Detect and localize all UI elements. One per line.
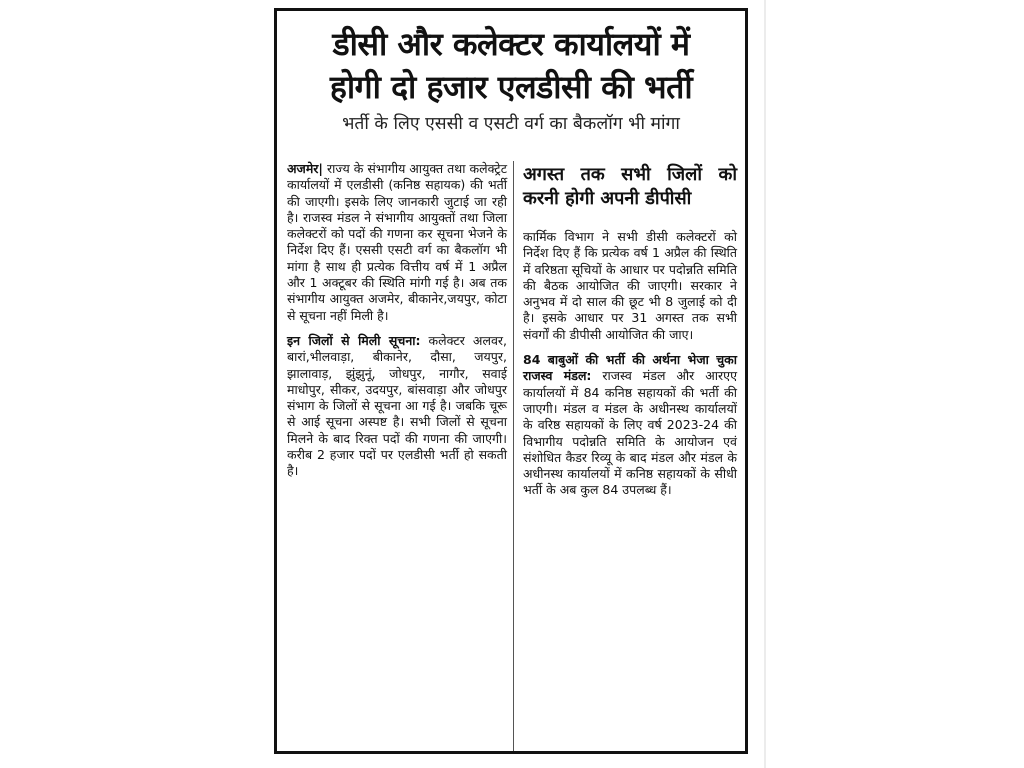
sidebar-headline: अगस्त तक सभी जिलों को करनी होगी अपनी डीपीसी	[523, 164, 737, 209]
sidebar-paragraph-1: कार्मिक विभाग ने सभी डीसी कलेक्टरों को निर्देश दिए हैं कि प्रत्येक वर्ष 1 अप्रैल की स्थिति में वरिष्ठता सूचियों के आधार पर पदोन्नति समिति की बैठक आयोजित की जाएगी। सरकार ने अनुभव में दो साल की छूट भी 8 जुलाई को दी है। इसके आधार पर 31 अगस्त तक सभी संवर्गों की डीपीसी आयोजित की जाए।	[523, 229, 737, 342]
sidebar-paragraph-2	[523, 352, 737, 499]
headline-line-2: होगी दो हजार एलडीसी की भर्ती	[329, 68, 693, 106]
main-paragraph-2-lead: इन जिलों से मिली सूचना:	[287, 332, 421, 348]
sidebar-paragraph-2-text: राजस्व मंडल और आरएए कार्यालयों में 84 कनिष्ठ सहायकों की भर्ती की जाएगी। मंडल व मंडल के अधीनस्थ कार्यालयों के वरिष्ठ सहायकों के लिए वर्ष 2023-24 की विभागीय पदोन्नति समिति के आयोजन एवं संशोधित कैडर रिव्यू के बाद मंडल और मंडल के अधीनस्थ कार्यालयों में कनिष्ठ सहायकों के सीधी भर्ती के अब कुल 84 उपलब्ध हैं।	[523, 368, 737, 498]
article-columns	[287, 161, 737, 743]
dateline: अजमेर|	[287, 161, 323, 176]
main-paragraph-2-text: कलेक्टर अलवर, बारां,भीलवाड़ा, बीकानेर, दौसा, जयपुर, झालावाड़, झुंझुनूं, जोधपुर, नागौर, सवाई माधोपुर, सीकर, उदयपुर, बांसवाड़ा और जोधपुर संभाग के जिलों से सूचना आ गई है। जबकि चूरू से आई सूचना अस्पष्ट है। सभी जिलों से सूचना मिलने के बाद रिक्त पदों की गणना की जाएगी। करीब 2 हजार पदों पर एलडीसी भर्ती हो सकती है।	[287, 332, 507, 479]
main-paragraph-1-text: राज्य के संभागीय आयुक्त तथा कलेक्ट्रेट कार्यालयों में एलडीसी (कनिष्ठ सहायक) की भर्ती की जाएगी। इसके लिए जानकारी जुटाई जा रही है। राजस्व मंडल ने संभागीय आयुक्तों तथा जिला कलेक्टरों को पदों की गणना कर सूचना भेजने के निर्देश दिए हैं। एससी एसटी वर्ग का बैकलॉग भी मांगा है साथ ही प्रत्येक वित्तीय वर्ष में 1 अप्रैल और 1 अक्टूबर की स्थिति मांगी गई है। अब तक संभागीय आयुक्त अजमेर, बीकानेर,जयपुर, कोटा से सूचना नहीं मिली है।	[287, 161, 507, 323]
newspaper-clipping	[274, 8, 748, 754]
sidebar-paragraph-2-lead: 84 बाबुओं की भर्ती की अर्थना भेजा चुका राजस्व मंडल:	[523, 352, 737, 384]
headline-line-1: डीसी और कलेक्टर कार्यालयों में	[332, 25, 690, 63]
main-paragraph-2	[287, 333, 507, 480]
main-story-column	[287, 161, 507, 489]
subheadline: भर्ती के लिए एससी व एसटी वर्ग का बैकलॉग भी मांगा	[342, 114, 680, 134]
sidebar-story-column	[523, 161, 737, 508]
column-divider	[513, 161, 514, 751]
headline	[285, 23, 737, 109]
page-edge	[764, 0, 766, 768]
main-paragraph-1	[287, 161, 507, 324]
